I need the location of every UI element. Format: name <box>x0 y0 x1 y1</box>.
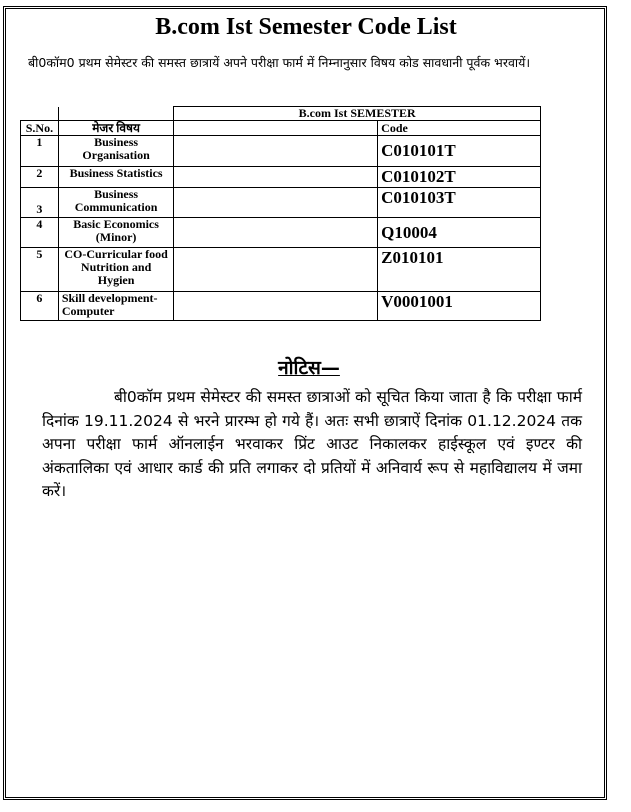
row-sno: 3 <box>21 188 59 218</box>
row-blank <box>174 167 378 188</box>
row-code: Q10004 <box>378 218 541 248</box>
page-title: B.com Ist Semester Code List <box>155 14 457 40</box>
semester-header: B.com Ist SEMESTER <box>174 107 541 121</box>
row-blank <box>174 248 378 292</box>
row-sno: 5 <box>21 248 59 292</box>
row-subject: Business Organisation <box>58 136 174 167</box>
row-blank <box>174 292 378 321</box>
row-subject: Skill development-Computer <box>58 292 174 321</box>
row-blank <box>174 136 378 167</box>
table-row <box>21 188 541 218</box>
code-header: Code <box>378 121 541 136</box>
blank-header <box>174 121 378 136</box>
table-row <box>21 136 541 167</box>
header-empty-cell <box>21 107 59 121</box>
row-code: C010102T <box>378 167 541 188</box>
row-code: C010101T <box>378 136 541 167</box>
row-subject: Basic Economics (Minor) <box>58 218 174 248</box>
row-sno: 4 <box>21 218 59 248</box>
row-sno: 6 <box>21 292 59 321</box>
row-subject: Business Communication <box>58 188 174 218</box>
sno-header: S.No. <box>21 121 59 136</box>
row-code: Z010101 <box>378 248 541 292</box>
row-code: V0001001 <box>378 292 541 321</box>
header-empty-cell <box>58 107 174 121</box>
subject-header: मेजर विषय <box>58 121 174 136</box>
column-header-row <box>21 121 541 136</box>
row-blank <box>174 218 378 248</box>
semester-header-row <box>21 107 541 121</box>
notice-paragraph: बी0कॉम प्रथम सेमेस्टर की समस्त छात्राओं को सूचित किया जाता है कि परीक्षा फार्म दिनांक 19.11.2024 से भरने प्रारम्भ हो गये हैं। अतः सभी छात्राऐं दिनांक 01.12.2024 तक अपना परीक्षा फार्म ऑनलाईन भरवाकर प्रिंट आउट निकालकर हाईस्कूल एवं इण्टर की अंकतालिका एवं आधार कार्ड की प्रति लगाकर दो प्रतियों में अनिवार्य रूप से महाविद्यालय में जमा करें। <box>42 388 582 500</box>
notice-heading <box>0 354 618 380</box>
table-row <box>21 167 541 188</box>
table-row <box>21 248 541 292</box>
table-row <box>21 218 541 248</box>
table-row <box>21 292 541 321</box>
intro-paragraph: बी0कॉम0 प्रथम सेमेस्टर की समस्त छात्रायें अपने परीक्षा फार्म में निम्नानुसार विषय कोड सावधानी पूर्वक भरवायें। <box>28 55 531 70</box>
notice-title: नोटिस— <box>278 357 340 379</box>
row-sno: 2 <box>21 167 59 188</box>
subject-code-table <box>20 106 541 321</box>
row-sno: 1 <box>21 136 59 167</box>
row-code: C010103T <box>378 188 541 218</box>
row-blank <box>174 188 378 218</box>
row-subject: CO-Curricular food Nutrition and Hygien <box>58 248 174 292</box>
row-subject: Business Statistics <box>58 167 174 188</box>
